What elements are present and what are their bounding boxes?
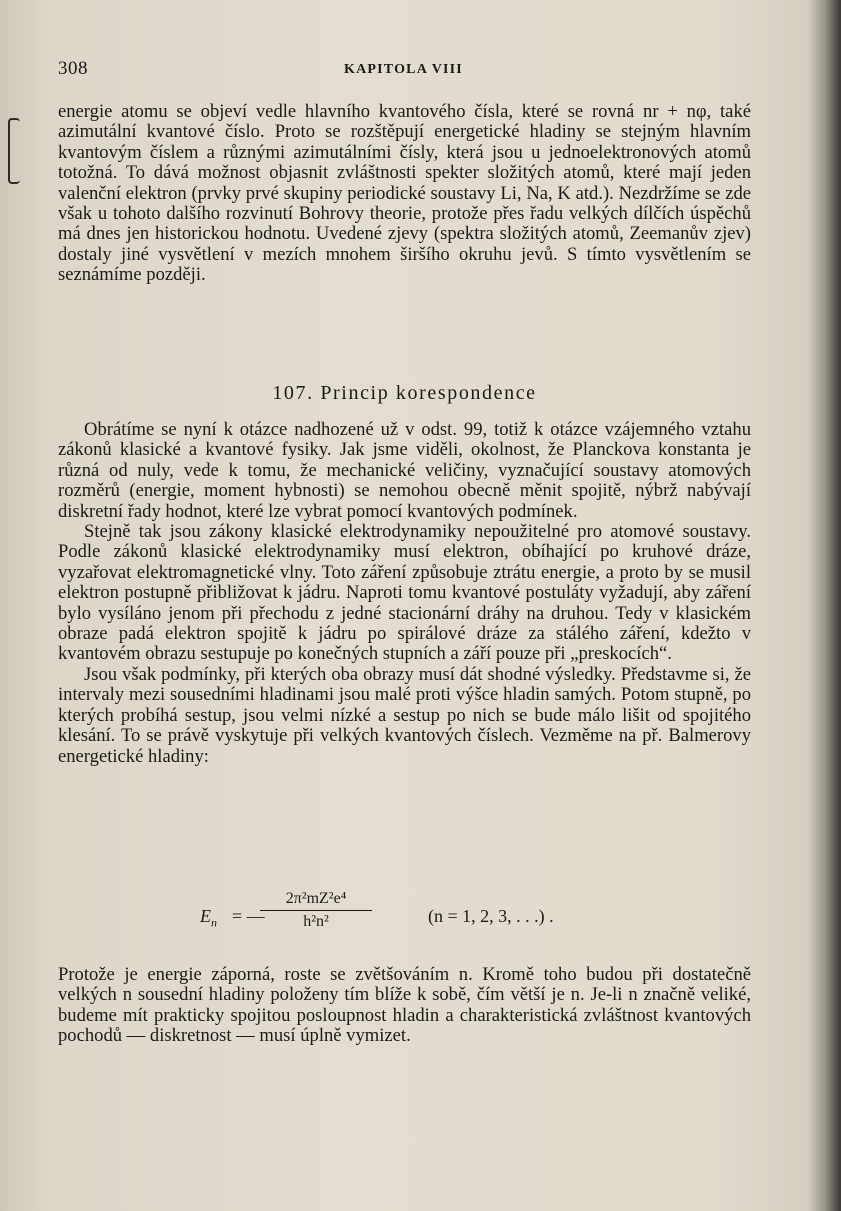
paragraph: Jsou však podmínky, při kterých oba obrazy musí dát shodné výsledky. Představme si, že intervaly mezi sousedními hladinami jsou malé proti výšce hladin samých. Potom stupně, po kterých probíhá sestup, jsou velmi nízké a sestup po nich se bude málo lišit od spojitého klesání. To se právě vyskytuje při velkých kvantových číslech. Vezměme na př. Balmerovy energetické hladiny:: [58, 663, 751, 767]
fraction-numerator: 2π²mZ²e⁴: [260, 890, 372, 911]
equation-fraction: [260, 890, 372, 931]
intro-text: [58, 102, 751, 286]
equation-sign: = —: [232, 906, 265, 926]
balmer-equation: [200, 890, 660, 940]
paragraph: Protože je energie záporná, roste se zvětšováním n. Kromě toho budou při dostatečně velkých n sousední hladiny položeny tím blíže k sobě, čím větší je n. Je-li n značně veliké, budeme mít prakticky spojitou posloupnost hladin a charakteristická zvláštnost kvantových pochodů — diskretnost — musí úplně vymizet.: [58, 964, 751, 1047]
equation-lhs: $E_n$: [200, 906, 217, 930]
closing-text: [58, 965, 751, 1047]
margin-pencil-mark: [8, 118, 20, 184]
page-number: 308: [58, 58, 88, 79]
paragraph: Stejně tak jsou zákony klasické elektrodynamiky nepoužitelné pro atomové soustavy. Podle zákonů klasické elektrodynamiky musí elektron, obíhající po kruhové dráze, vyzařovat elektromagnetické vlny. Toto záření způsobuje ztrátu energie, a proto by se musil elektron postupně přibližovat k jádru. Naproti tomu kvantové postuláty vyžadují, aby záření bylo vysíláno jenom při přechodu z jedné stacionární dráhy na druhou. Tedy v klasickém obraze padá elektron spojitě k jádru po spirálové dráze za stálého záření, kdežto v kvantovém obrazu sestupuje po konečných stupních a září pouze při „preskocích“.: [58, 521, 751, 665]
paragraph: Obrátíme se nyní k otázce nadhozené už v odst. 99, totiž k otázce vzájemného vztahu zákonů klasické a kvantové fysiky. Jak jsme viděli, okolnost, že Planckova konstanta je různá od nuly, vede k tomu, že mechanické veličiny, vyznačující soustavy atomových rozměrů (energie, moment hybnosti) se nemohou obecně měnit spojitě, nýbrž nabývají diskretní řady hodnot, které lze vybrat pomocí kvantových podmínek.: [58, 419, 751, 522]
equation-condition: (n = 1, 2, 3, . . .) .: [428, 906, 554, 926]
section-text: [58, 420, 751, 767]
paragraph: energie atomu se objeví vedle hlavního kvantového čísla, které se rovná nr + nφ, také azimutální kvantové číslo. Proto se rozštěpují energetické hladiny se stejným hlavním kvantovým číslem a různými azimutálními čísly, která jsou u jednoelektronových atomů totožná. To dává možnost objasnit zvláštnosti spekter složitých atomů, které mají jeden valenční elektron (prvky prvé skupiny periodické soustavy Li, Na, K atd.). Nezdržíme se zde však u tohoto dalšího rozvinutí Bohrovy theorie, protože přes řadu velkých dílčích úspěchů má dnes jen historickou hodnotu. Uvedené zjevy (spektra složitých atomů, Zeemanův zjev) dostaly jiné vysvětlení v mezích mnohem širšího okruhu jevů. S tímto vysvětlením se seznámíme později.: [58, 101, 751, 286]
fraction-denominator: h²n²: [303, 913, 329, 930]
section-heading: 107. Princip korespondence: [272, 382, 537, 404]
page-header: [58, 58, 758, 84]
running-head: KAPITOLA VIII: [344, 62, 463, 77]
